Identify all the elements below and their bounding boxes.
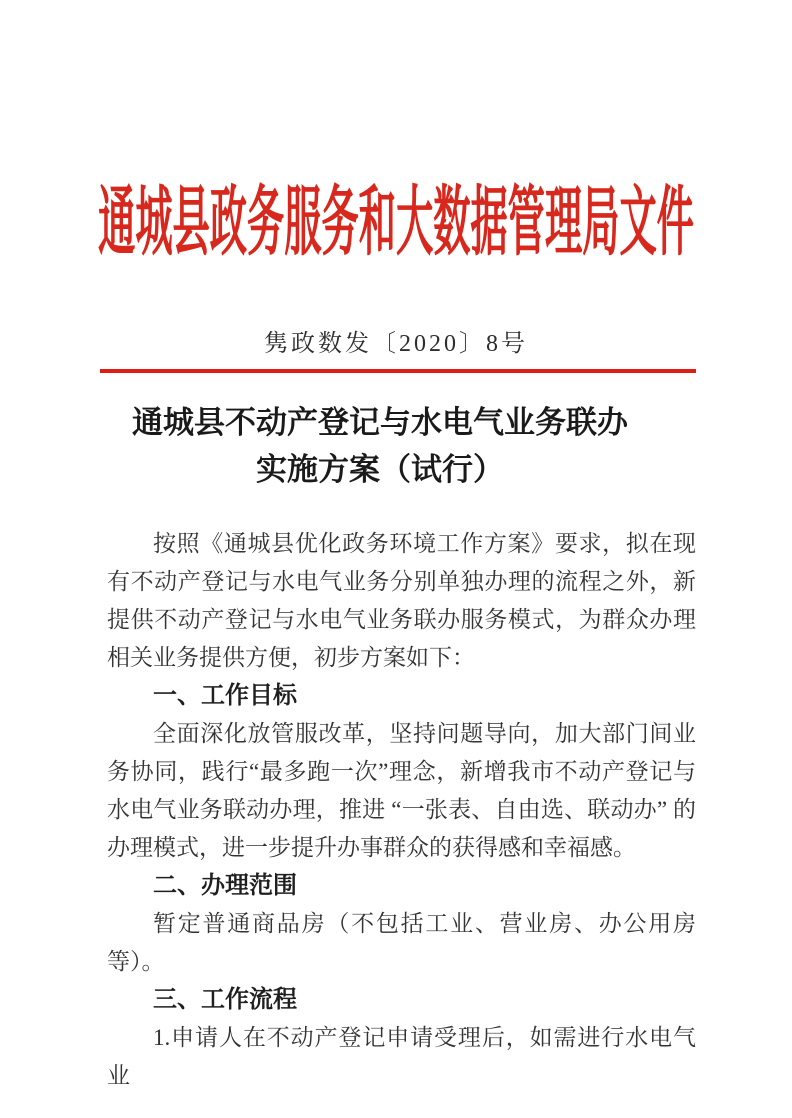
document-number: 隽政数发〔2020〕8号 bbox=[264, 331, 528, 357]
document-title-line1: 通城县不动产登记与水电气业务联办 bbox=[132, 405, 628, 440]
document-body bbox=[107, 525, 696, 1095]
document-title-line2: 实施方案（试行） bbox=[256, 452, 504, 487]
document-title bbox=[0, 399, 760, 493]
section-heading: 一、工作目标 bbox=[153, 682, 297, 709]
body-paragraph: 1.申请人在不动产登记申请受理后，如需进行水电气业 bbox=[107, 1025, 696, 1088]
section-heading: 三、工作流程 bbox=[153, 986, 297, 1013]
body-paragraph: 全面深化放管服改革，坚持问题导向，加大部门间业务协同，践行“最多跑一次”理念，新增我市不动产登记与水电气业务联动办理，推进 “一张表、自由选、联动办” 的办理模式，进一步提升办事群众的获得感和幸福感。 bbox=[107, 721, 696, 860]
issuer-title: 通城县政务服务和大数据管理局文件 bbox=[98, 181, 694, 265]
body-paragraph: 暂定普通商品房（不包括工业、营业房、办公用房等）。 bbox=[107, 911, 696, 974]
red-divider-line bbox=[100, 369, 696, 373]
red-header-banner bbox=[0, 176, 792, 270]
body-paragraph: 按照《通城县优化政务环境工作方案》要求，拟在现有不动产登记与水电气业务分别单独办理的流程之外，新提供不动产登记与水电气业务联办服务模式，为群众办理相关业务提供方便，初步方案如下： bbox=[107, 531, 696, 670]
section-heading: 二、办理范围 bbox=[153, 872, 297, 899]
